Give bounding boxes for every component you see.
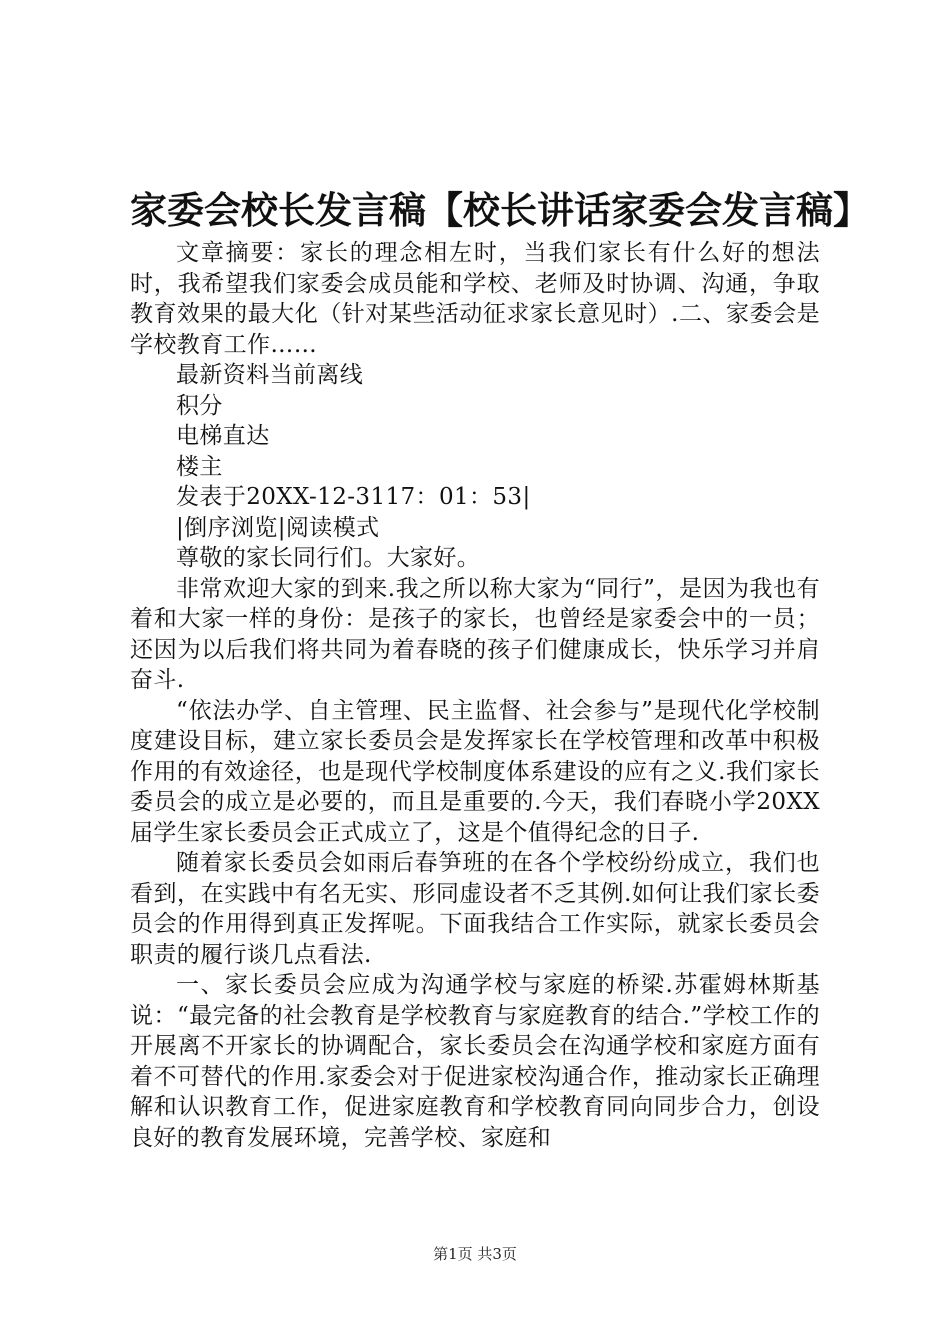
paragraph-welcome: 非常欢迎大家的到来.我之所以称大家为“同行”，是因为我也有着和大家一样的身份：是孩子的家长，也曾经是家委会中的一员；还因为以后我们将共同为着春晓的孩子们健康成长，快乐学习并肩奋斗. bbox=[130, 575, 820, 693]
paragraph-floor-owner: 楼主 bbox=[176, 453, 223, 480]
paragraph-abstract: 文章摘要：家长的理念相左时，当我们家长有什么好的想法时，我希望我们家委会成员能和学校、老师及时协调、沟通，争取教育效果的最大化（针对某些活动征求家长意见时）.二、家委会是学校教育工作…… bbox=[130, 240, 820, 358]
paragraph-bridge: 一、家长委员会应成为沟通学校与家庭的桥梁.苏霍姆林斯基说：“最完备的社会教育是学校教育与家庭教育的结合.”学校工作的开展离不开家长的协调配合，家长委员会在沟通学校和家庭方面有着不可替代的作用.家委会对于促进家校沟通合作，推动家长正确理解和认识教育工作，促进家庭教育和学校教育同向同步合力，创设良好的教育发展环境，完善学校、家庭和 bbox=[130, 972, 820, 1151]
paragraph-greeting: 尊敬的家长同行们。大家好。 bbox=[176, 545, 481, 571]
paragraph-forum-status: 最新资料当前离线 bbox=[176, 362, 364, 388]
paragraph-committee-practice: 随着家长委员会如雨后春笋班的在各个学校纷纷成立，我们也看到，在实践中有名无实、形同虚设者不乏其例.如何让我们家长委员会的作用得到真正发挥呢。下面我结合工作实际，就家长委员会职责的履行谈几点看法. bbox=[130, 850, 820, 968]
paragraph-school-system: “依法办学、自主管理、民主监督、社会参与”是现代化学校制度建设目标，建立家长委员会是发挥家长在学校管理和改革中积极作用的有效途径，也是现代学校制度体系建设的应有之义.我们家长委员会的成立是必要的，而且是重要的.今天，我们春晓小学20XX届学生家长委员会正式成立了，这是个值得纪念的日子. bbox=[130, 697, 820, 846]
page-footer: 第1页 共3页 bbox=[433, 1245, 517, 1263]
document-body bbox=[130, 238, 820, 1153]
document-title: 家委会校长发言稿【校长讲话家委会发言稿】 bbox=[130, 188, 870, 232]
paragraph-posted-date: 发表于20XX-12-3117：01：53| bbox=[176, 484, 531, 510]
paragraph-points: 积分 bbox=[176, 392, 223, 419]
paragraph-view-mode: |倒序浏览|阅读模式 bbox=[176, 514, 380, 541]
paragraph-elevator: 电梯直达 bbox=[176, 423, 270, 449]
